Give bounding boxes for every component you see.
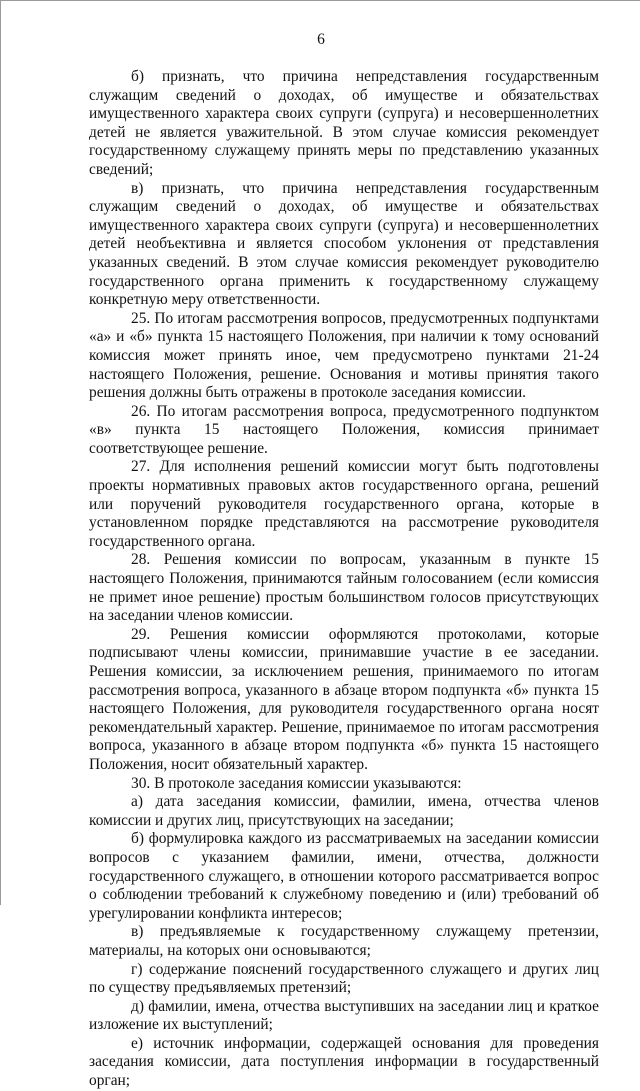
- paragraph-28: 28. Решения комиссии по вопросам, указанным в пункте 15 настоящего Положения, принимаются тайным голосованием (если комиссия не примет иное решение) простым большинством голосов присутствующих на заседании членов комиссии.: [89, 551, 599, 625]
- paragraph-25: 25. По итогам рассмотрения вопросов, предусмотренных подпунктами «а» и «б» пункта 15 настоящего Положения, при наличии к тому оснований комиссия может принять иное, чем предусмотрено пунктами 21-24 настоящего Положения, решение. Основания и мотивы принятия такого решения должны быть отражены в протоколе заседания комиссии.: [89, 309, 599, 402]
- paragraph-27: 27. Для исполнения решений комиссии могут быть подготовлены проекты нормативных правовых актов государственного органа, решений или поручений руководителя государственного органа, которые в установленном порядке представляются на рассмотрение руководителя государственного органа.: [89, 458, 599, 550]
- paragraph-v-reason-evasion: в) признать, что причина непредставления государственным служащим сведений о доходах, об имуществе и обязательствах имущественного характера своих супруги (супруга) и несовершеннолетних детей необъективна и является способом уклонения от представления указанных сведений. В этом случае комиссия рекомендует руководителю государственного органа применить к государственному служащему конкретную меру ответственности.: [89, 179, 599, 309]
- page-body: [89, 68, 599, 1091]
- paragraph-30-b: б) формулировка каждого из рассматриваемых на заседании комиссии вопросов с указанием фамилии, имени, отчества, должности государственного служащего, в отношении которого рассматривается вопрос о соблюдении требований к служебному поведению и (или) требований об урегулировании конфликта интересов;: [89, 830, 599, 922]
- paragraph-30-a: а) дата заседания комиссии, фамилии, имена, отчества членов комиссии и других лиц, присутствующих на заседании;: [89, 793, 599, 829]
- paragraph-29: 29. Решения комиссии оформляются протоколами, которые подписывают члены комиссии, принимавшие участие в ее заседании. Решения комиссии, за исключением решения, принимаемого по итогам рассмотрения вопроса, указанного в абзаце втором подпункта «б» пункта 15 настоящего Положения, для руководителя государственного органа носят рекомендательный характер. Решение, принимаемое по итогам рассмотрения вопроса, указанного в абзаце втором подпункта «б» пункта 15 настоящего Положения, носит обязательный характер.: [89, 625, 599, 773]
- page-number: 6: [317, 31, 325, 48]
- paragraph-30-d: д) фамилии, имена, отчества выступивших на заседании лиц и краткое изложение их выступлений;: [89, 997, 599, 1034]
- paragraph-30-v: в) предъявляемые к государственному служащему претензии, материалы, на которых они основываются;: [89, 923, 599, 959]
- paragraph-26: 26. По итогам рассмотрения вопроса, предусмотренного подпунктом «в» пункта 15 настоящего Положения, комиссия принимает соответствующее решение.: [89, 402, 599, 457]
- paragraph-30-g: г) содержание пояснений государственного служащего и других лиц по существу предъявляемых претензий;: [89, 960, 599, 997]
- paragraph-b-reason-not-valid: б) признать, что причина непредставления государственным служащим сведений о доходах, об имуществе и обязательствах имущественного характера своих супруги (супруга) и несовершеннолетних детей не является уважительной. В этом случае комиссия рекомендует государственному служащему принять меры по представлению указанных сведений;: [89, 68, 599, 178]
- paragraph-30: 30. В протоколе заседания комиссии указываются:: [131, 774, 462, 792]
- paragraph-30-e: е) источник информации, содержащей основания для проведения заседания комиссии, дата поступления информации в государственный орган;: [89, 1034, 599, 1090]
